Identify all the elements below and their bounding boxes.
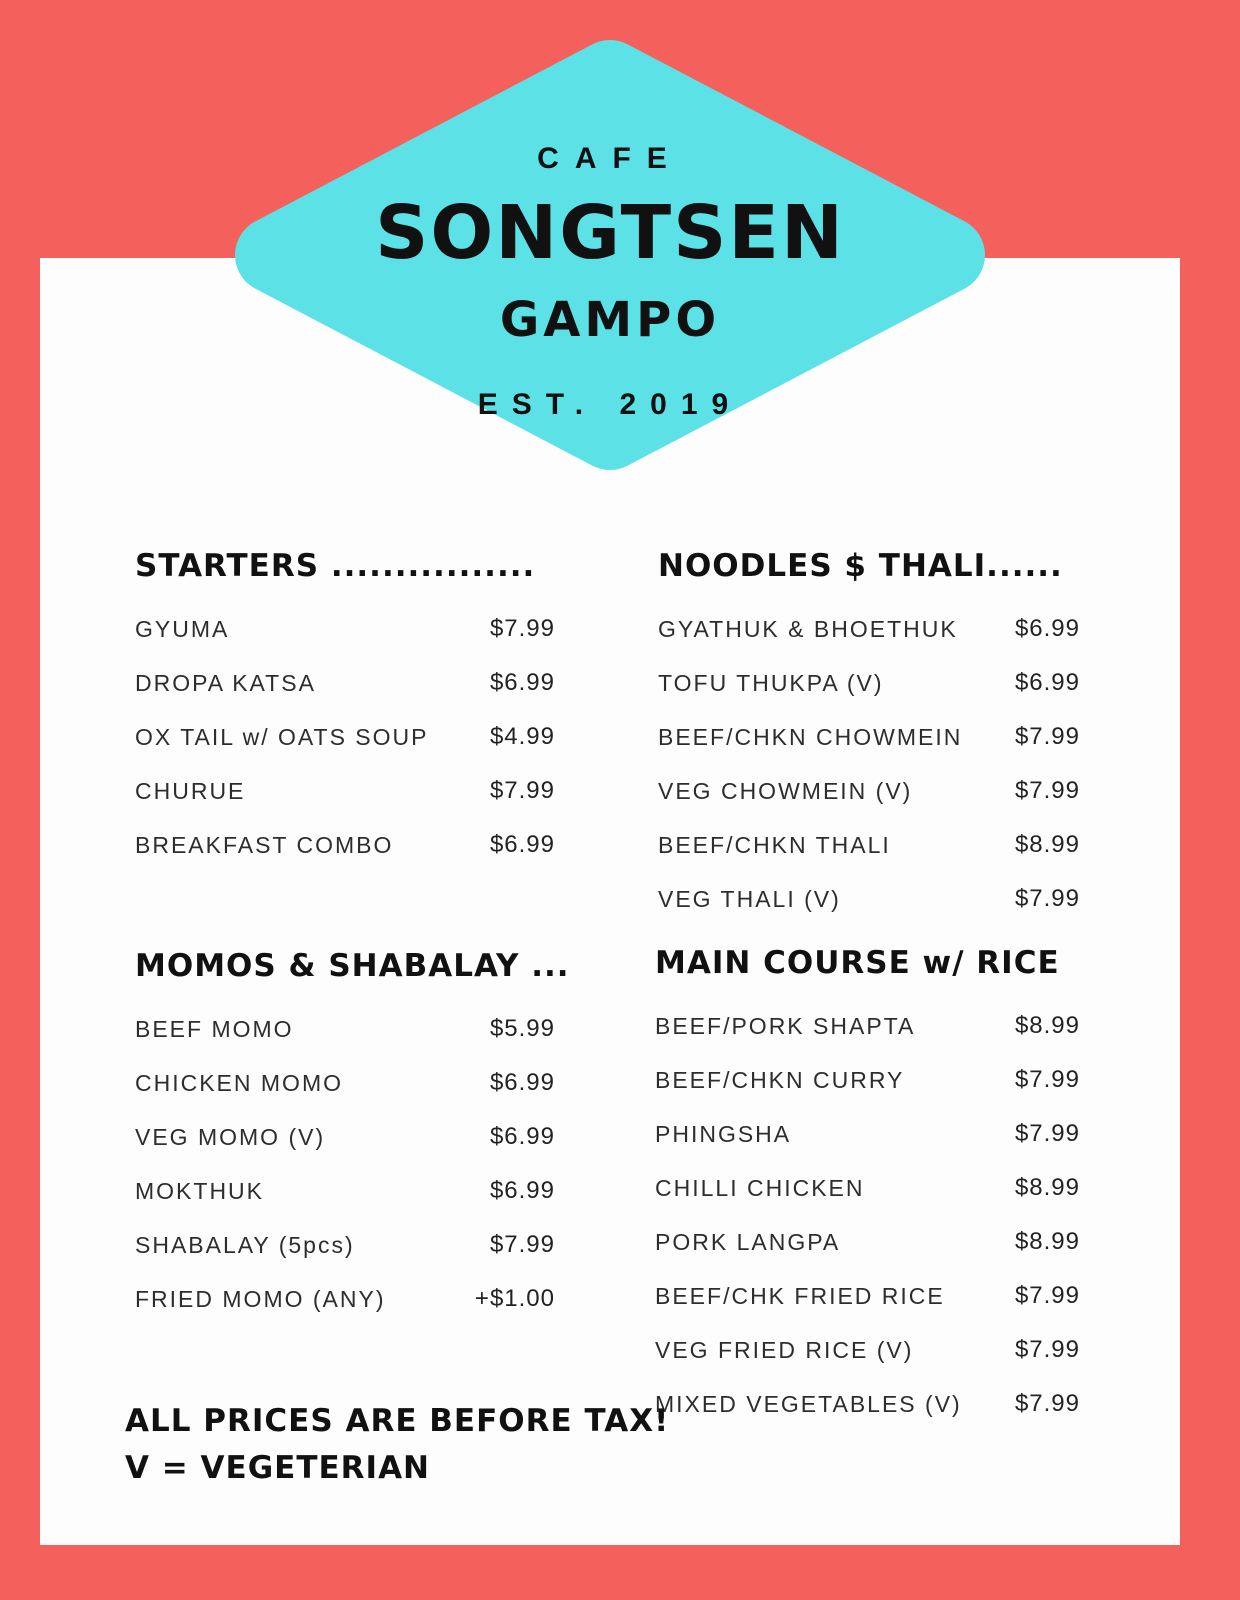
cafe-subname: GAMPO [499,292,721,348]
menu-item-row [135,656,555,710]
menu-item-name: VEG THALI (V) [658,885,841,912]
menu-item-row [655,1053,1080,1107]
cafe-label: CAFE [537,142,683,175]
menu-item-row [135,1164,555,1218]
menu-item-price: $8.99 [1014,1012,1080,1039]
section-title-noodles-thali: NOODLES $ THALI...... [658,548,1063,584]
established-label: EST. 2019 [477,388,743,421]
menu-item-name: GYUMA [135,615,230,642]
menu-item-name: BEEF/CHKN CHOWMEIN [658,723,963,750]
menu-item-row [135,764,555,818]
menu-item-price: $5.99 [489,1015,555,1042]
menu-item-price: $7.99 [1014,885,1080,912]
menu-item-price: $8.99 [1014,1228,1080,1255]
menu-item-row [135,1218,555,1272]
menu-item-row [135,818,555,872]
menu-item-row [658,818,1080,872]
menu-item-name: CHICKEN MOMO [135,1069,343,1096]
section-momos-shabalay [135,948,570,1326]
menu-item-price: $8.99 [1014,1174,1080,1201]
section-title-starters: STARTERS ................ [135,548,536,584]
menu-item-row [135,1002,555,1056]
section-noodles-thali [658,548,1080,926]
section-rows [658,602,1080,926]
menu-item-price: $7.99 [1014,723,1080,750]
section-main-course [655,945,1080,1431]
menu-item-name: MIXED VEGETABLES (V) [655,1390,962,1417]
menu-item-name: VEG FRIED RICE (V) [655,1336,914,1363]
menu-item-price: $6.99 [1014,615,1080,642]
menu-item-name: FRIED MOMO (ANY) [135,1285,386,1312]
menu-item-row [655,1107,1080,1161]
menu-item-price: $7.99 [489,777,555,804]
menu-item-row [655,1323,1080,1377]
footer-notes [125,1398,669,1492]
menu-item-name: BEEF MOMO [135,1015,294,1042]
menu-item-name: BEEF/CHKN CURRY [655,1066,905,1093]
menu-item-name: BEEF/CHKN THALI [658,831,891,858]
menu-item-row [135,1110,555,1164]
section-starters [135,548,555,872]
menu-item-price: $7.99 [1014,1066,1080,1093]
menu-item-row [658,602,1080,656]
menu-item-price: $7.99 [1014,1282,1080,1309]
menu-item-name: BEEF/PORK SHAPTA [655,1012,916,1039]
menu-item-price: $6.99 [489,831,555,858]
menu-item-row [655,1161,1080,1215]
menu-item-name: GYATHUK & BHOETHUK [658,615,958,642]
section-rows [655,999,1080,1431]
menu-item-name: CHURUE [135,777,246,804]
menu-item-price: $7.99 [1014,1120,1080,1147]
menu-item-row [135,1056,555,1110]
section-rows [135,1002,555,1326]
menu-item-row [658,872,1080,926]
menu-item-price: $6.99 [489,1177,555,1204]
menu-item-name: VEG MOMO (V) [135,1123,326,1150]
menu-item-price: $6.99 [1014,669,1080,696]
menu-item-name: TOFU THUKPA (V) [658,669,884,696]
menu-item-price: $7.99 [1014,1336,1080,1363]
menu-item-name: BREAKFAST COMBO [135,831,394,858]
menu-item-name: OX TAIL w/ OATS SOUP [135,723,429,750]
menu-item-name: VEG CHOWMEIN (V) [658,777,913,804]
footer-note-tax: ALL PRICES ARE BEFORE TAX! [125,1403,670,1439]
menu-item-price: $8.99 [1014,831,1080,858]
menu-item-row [655,1215,1080,1269]
menu-item-price: $6.99 [489,1069,555,1096]
menu-item-price: $7.99 [489,1231,555,1258]
menu-item-name: DROPA KATSA [135,669,316,696]
menu-item-row [658,764,1080,818]
menu-item-row [655,999,1080,1053]
menu-item-name: PHINGSHA [655,1120,792,1147]
section-title-momos-shabalay: MOMOS & SHABALAY ... [135,948,570,984]
menu-item-row [658,656,1080,710]
menu-item-row [135,602,555,656]
cafe-name: SONGTSEN [375,190,845,276]
menu-item-row [135,1272,555,1326]
menu-item-row [135,710,555,764]
menu-item-name: PORK LANGPA [655,1228,841,1255]
menu-item-name: CHILLI CHICKEN [655,1174,865,1201]
menu-item-name: SHABALAY (5pcs) [135,1231,355,1258]
menu-item-price: $4.99 [489,723,555,750]
menu-item-price: $6.99 [489,1123,555,1150]
menu-item-price: $7.99 [489,615,555,642]
section-rows [135,602,555,872]
menu-item-price: $7.99 [1014,777,1080,804]
menu-item-name: MOKTHUK [135,1177,264,1204]
section-title-main-course: MAIN COURSE w/ RICE [655,945,1060,981]
menu-item-row [655,1377,1080,1431]
menu-item-row [655,1269,1080,1323]
menu-item-price: +$1.00 [474,1285,555,1312]
menu-item-price: $7.99 [1014,1390,1080,1417]
menu-item-name: BEEF/CHK FRIED RICE [655,1282,945,1309]
menu-item-price: $6.99 [489,669,555,696]
menu-item-row [658,710,1080,764]
footer-note-vegetarian: V = VEGETERIAN [125,1450,431,1486]
